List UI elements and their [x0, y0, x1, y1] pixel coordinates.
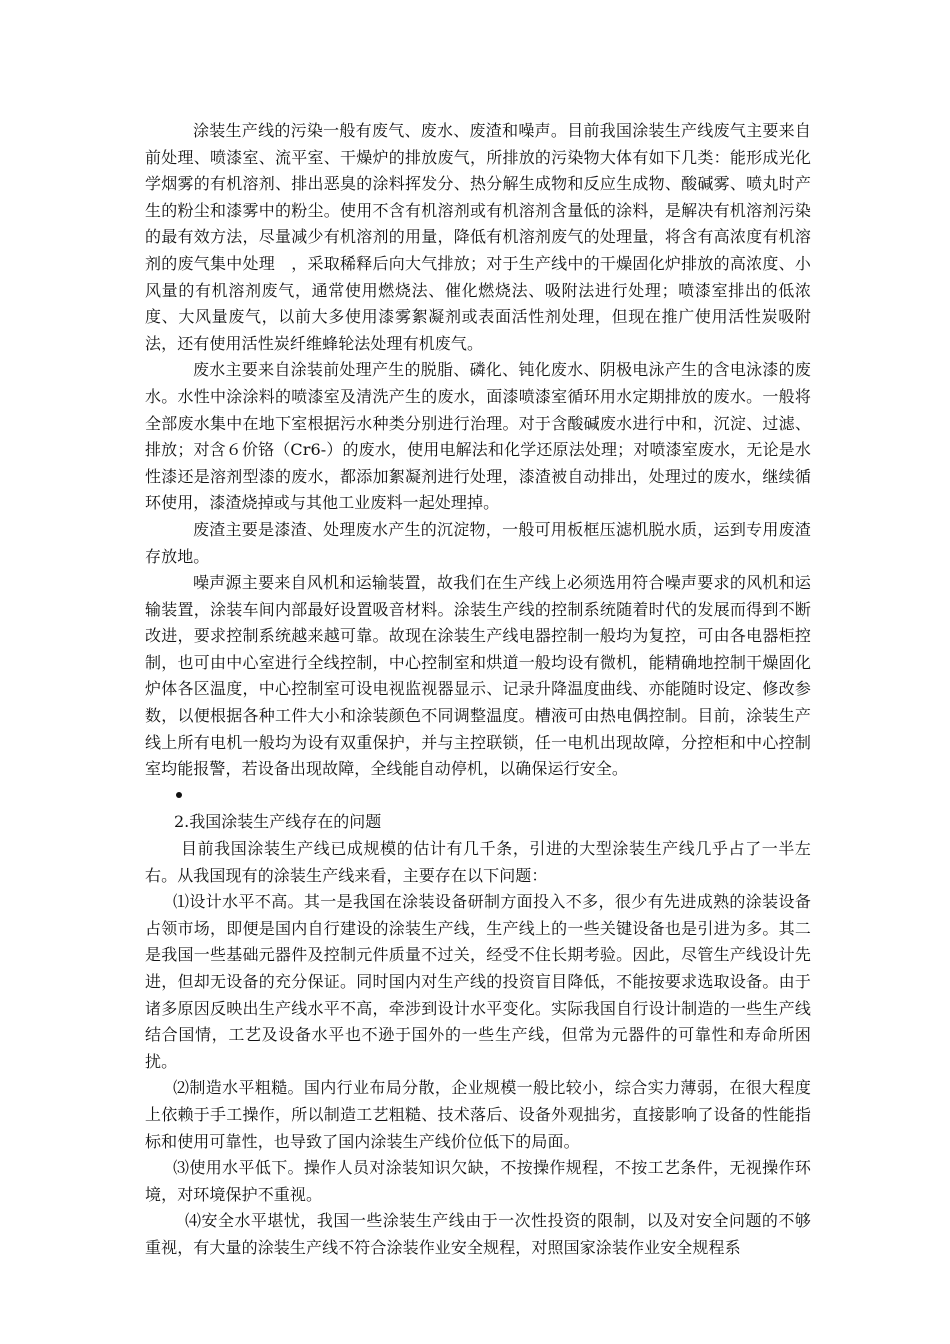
document-page — [145, 118, 811, 1262]
bullet-line — [145, 783, 811, 810]
section-2-heading: 2.我国涂装生产线存在的问题 — [174, 812, 382, 832]
paragraph-wastewater: 废水主要来自涂装前处理产生的脱脂、磷化、钝化废水、阴极电泳产生的含电泳漆的废水。水性中涂涂料的喷漆室及清洗产生的废水，面漆喷漆室循环用水定期排放的废水。一般将全部废水集中在地下室根据污水种类分别进行治理。对于含酸碱废水进行中和，沉淀、过滤、排放；对含６价铬（Cr6-）的废水，使用电解法和化学还原法处理；对喷漆室废水，无论是水性漆还是溶剂型漆的废水，都添加絮凝剂进行处理，漆渣被自动排出，处理过的废水，继续循环使用，漆渣烧掉或与其他工业废料一起处理掉。 — [145, 360, 811, 513]
problem-item-usage: ⑶使用水平低下。操作人员对涂装知识欠缺，不按操作规程，不按工艺条件，无视操作环境，对环境保护不重视。 — [145, 1158, 811, 1204]
problem-item-manufacturing: ⑵制造水平粗糙。国内行业布局分散，企业规模一般比较小，综合实力薄弱，在很大程度上依赖于手工操作，所以制造工艺粗糙、技术落后、设备外观拙劣，直接影响了设备的性能指标和使用可靠性，也导致了国内涂装生产线价位低下的局面。 — [145, 1078, 811, 1151]
problem-item-safety: ⑷安全水平堪忧，我国一些涂装生产线由于一次性投资的限制，以及对安全问题的不够重视，有大量的涂装生产线不符合涂装作业安全规程，对照国家涂装作业安全规程系 — [145, 1211, 811, 1257]
paragraph-noise: 噪声源主要来自风机和运输装置，故我们在生产线上必须选用符合噪声要求的风机和运输装置，涂装车间内部最好设置吸音材料。涂装生产线的控制系统随着时代的发展而得到不断改进，要求控制系统越来越可靠。故现在涂装生产线电器控制一般均为复控，可由各电器柜控制，也可由中心室进行全线控制，中心控制室和烘道一般均设有微机，能精确地控制干燥固化炉体各区温度，中心控制室可设电视监视器显示、记录升降温度曲线、亦能随时设定、修改参数，以便根据各种工件大小和涂装颜色不同调整温度。槽液可由热电偶控制。目前，涂装生产线上所有电机一般均为设有双重保护，并与主控联锁，任一电机出现故障，分控柜和中心控制室均能报警，若设备出现故障，全线能自动停机，以确保运行安全。 — [145, 573, 811, 779]
section-2-intro: 目前我国涂装生产线已成规模的估计有几千条，引进的大型涂装生产线几乎占了一半左右。从我国现有的涂装生产线来看，主要存在以下问题： — [145, 839, 811, 885]
paragraph-waste-residue: 废渣主要是漆渣、处理废水产生的沉淀物，一般可用板框压滤机脱水质，运到专用废渣存放地。 — [145, 519, 811, 566]
problem-item-design: ⑴设计水平不高。其一是我国在涂装设备研制方面投入不多，很少有先进成熟的涂装设备占领市场，即便是国内自行建设的涂装生产线，生产线上的一些关键设备也是引进为多。其二是我国一些基础元器件及控制元件质量不过关，经受不住长期考验。因此，尽管生产线设计先进，但却无设备的充分保证。同时国内对生产线的投资盲目降低，不能按要求选取设备。由于诸多原因反映出生产线水平不高，牵涉到设计水平变化。实际我国自行设计制造的一些生产线结合国情，工艺及设备水平也不逊于国外的一些生产线，但常为元器件的可靠性和寿命所困扰。 — [145, 892, 811, 1071]
bullet-dot-icon — [176, 792, 182, 798]
paragraph-pollution-intro: 涂装生产线的污染一般有废气、废水、废渣和噪声。目前我国涂装生产线废气主要来自前处理、喷漆室、流平室、干燥炉的排放废气，所排放的污染物大体有如下几类：能形成光化学烟雾的有机溶剂、排出恶臭的涂料挥发分、热分解生成物和反应生成物、酸碱雾、喷丸时产生的粉尘和漆雾中的粉尘。使用不含有机溶剂或有机溶剂含量低的涂料，是解决有机溶剂污染的最有效方法，尽量减少有机溶剂的用量，降低有机溶剂废气的处理量，将含有高浓度有机溶剂的废气集中处理 ，采取稀释后向大气排放；对于生产线中的干燥固化炉排放的高浓度、小风量的有机溶剂废气，通常使用燃烧法、催化燃烧法、吸附法进行处理；喷漆室排出的低浓度、大风量废气，以前大多使用漆雾絮凝剂或表面活性剂处理，但现在推广使用活性炭吸附法，还有使用活性炭纤维蜂轮法处理有机废气。 — [145, 121, 811, 353]
